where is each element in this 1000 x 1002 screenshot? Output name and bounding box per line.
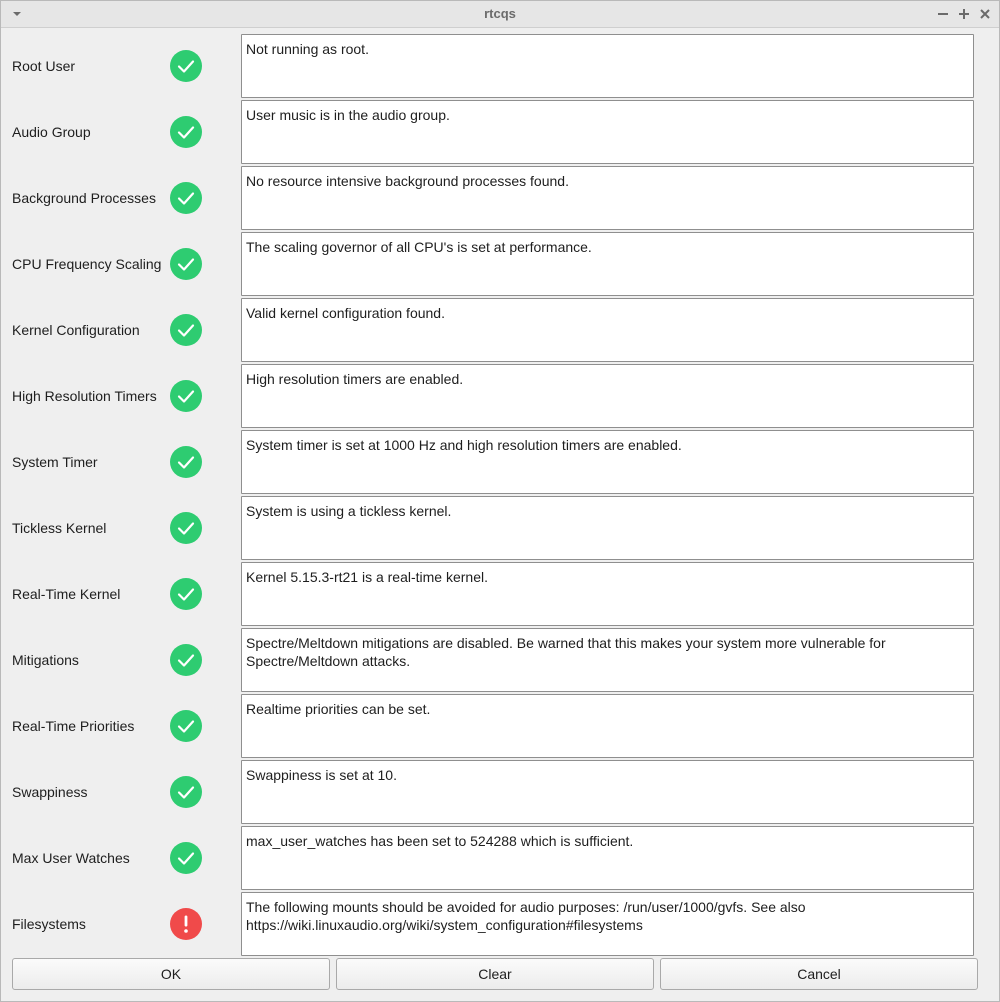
check-circle-icon bbox=[170, 512, 202, 544]
check-row bbox=[1, 562, 999, 626]
check-message[interactable]: Swappiness is set at 10. bbox=[241, 760, 974, 824]
check-label: CPU Frequency Scaling bbox=[12, 256, 162, 272]
check-row bbox=[1, 364, 999, 428]
check-label: Background Processes bbox=[12, 190, 156, 206]
check-message[interactable]: System is using a tickless kernel. bbox=[241, 496, 974, 560]
check-label: Real-Time Priorities bbox=[12, 718, 135, 734]
check-circle-icon bbox=[170, 776, 202, 808]
check-message[interactable]: Spectre/Meltdown mitigations are disabled. Be warned that this makes your system more vulnerable for Spectre/Meltdown attacks. bbox=[241, 628, 974, 692]
check-label: Filesystems bbox=[12, 916, 86, 932]
window-title: rtcqs bbox=[484, 6, 516, 21]
title-bar[interactable] bbox=[1, 1, 999, 28]
check-circle-icon bbox=[170, 50, 202, 82]
check-message[interactable]: System timer is set at 1000 Hz and high resolution timers are enabled. bbox=[241, 430, 974, 494]
check-message[interactable]: The following mounts should be avoided for audio purposes: /run/user/1000/gvfs. See also https://wiki.linuxaudio.org/wiki/system_configuration#filesystems bbox=[241, 892, 974, 956]
ok-button[interactable]: OK bbox=[12, 958, 330, 990]
check-label: Max User Watches bbox=[12, 850, 130, 866]
check-message[interactable]: High resolution timers are enabled. bbox=[241, 364, 974, 428]
check-row bbox=[1, 166, 999, 230]
check-circle-icon bbox=[170, 314, 202, 346]
check-circle-icon bbox=[170, 380, 202, 412]
check-label: Tickless Kernel bbox=[12, 520, 107, 536]
check-row bbox=[1, 34, 999, 98]
check-row bbox=[1, 694, 999, 758]
check-circle-icon bbox=[170, 710, 202, 742]
clear-button[interactable]: Clear bbox=[336, 958, 654, 990]
exclamation-circle-icon bbox=[170, 908, 202, 940]
check-message[interactable]: User music is in the audio group. bbox=[241, 100, 974, 164]
check-row bbox=[1, 430, 999, 494]
check-circle-icon bbox=[170, 578, 202, 610]
check-row bbox=[1, 892, 999, 956]
check-message[interactable]: Valid kernel configuration found. bbox=[241, 298, 974, 362]
check-row bbox=[1, 100, 999, 164]
check-label: Mitigations bbox=[12, 652, 79, 668]
check-row bbox=[1, 232, 999, 296]
check-row bbox=[1, 298, 999, 362]
check-label: Real-Time Kernel bbox=[12, 586, 121, 602]
check-label: System Timer bbox=[12, 454, 98, 470]
check-circle-icon bbox=[170, 248, 202, 280]
check-circle-icon bbox=[170, 644, 202, 676]
maximize-icon[interactable] bbox=[956, 6, 972, 22]
check-label: High Resolution Timers bbox=[12, 388, 157, 404]
check-row bbox=[1, 496, 999, 560]
check-circle-icon bbox=[170, 446, 202, 478]
check-label: Root User bbox=[12, 58, 76, 74]
check-circle-icon bbox=[170, 182, 202, 214]
check-label: Swappiness bbox=[12, 784, 88, 800]
check-row bbox=[1, 826, 999, 890]
check-row bbox=[1, 760, 999, 824]
minimize-icon[interactable] bbox=[935, 6, 951, 22]
check-circle-icon bbox=[170, 842, 202, 874]
cancel-button[interactable]: Cancel bbox=[660, 958, 978, 990]
button-bar bbox=[12, 958, 976, 992]
check-message[interactable]: The scaling governor of all CPU's is set at performance. bbox=[241, 232, 974, 296]
check-circle-icon bbox=[170, 116, 202, 148]
check-message[interactable]: Realtime priorities can be set. bbox=[241, 694, 974, 758]
check-label: Kernel Configuration bbox=[12, 322, 140, 338]
check-message[interactable]: Kernel 5.15.3-rt21 is a real-time kernel. bbox=[241, 562, 974, 626]
check-message[interactable]: Not running as root. bbox=[241, 34, 974, 98]
check-label: Audio Group bbox=[12, 124, 91, 140]
check-message[interactable]: No resource intensive background processes found. bbox=[241, 166, 974, 230]
check-message[interactable]: max_user_watches has been set to 524288 which is sufficient. bbox=[241, 826, 974, 890]
close-icon[interactable] bbox=[977, 6, 993, 22]
check-row bbox=[1, 628, 999, 692]
